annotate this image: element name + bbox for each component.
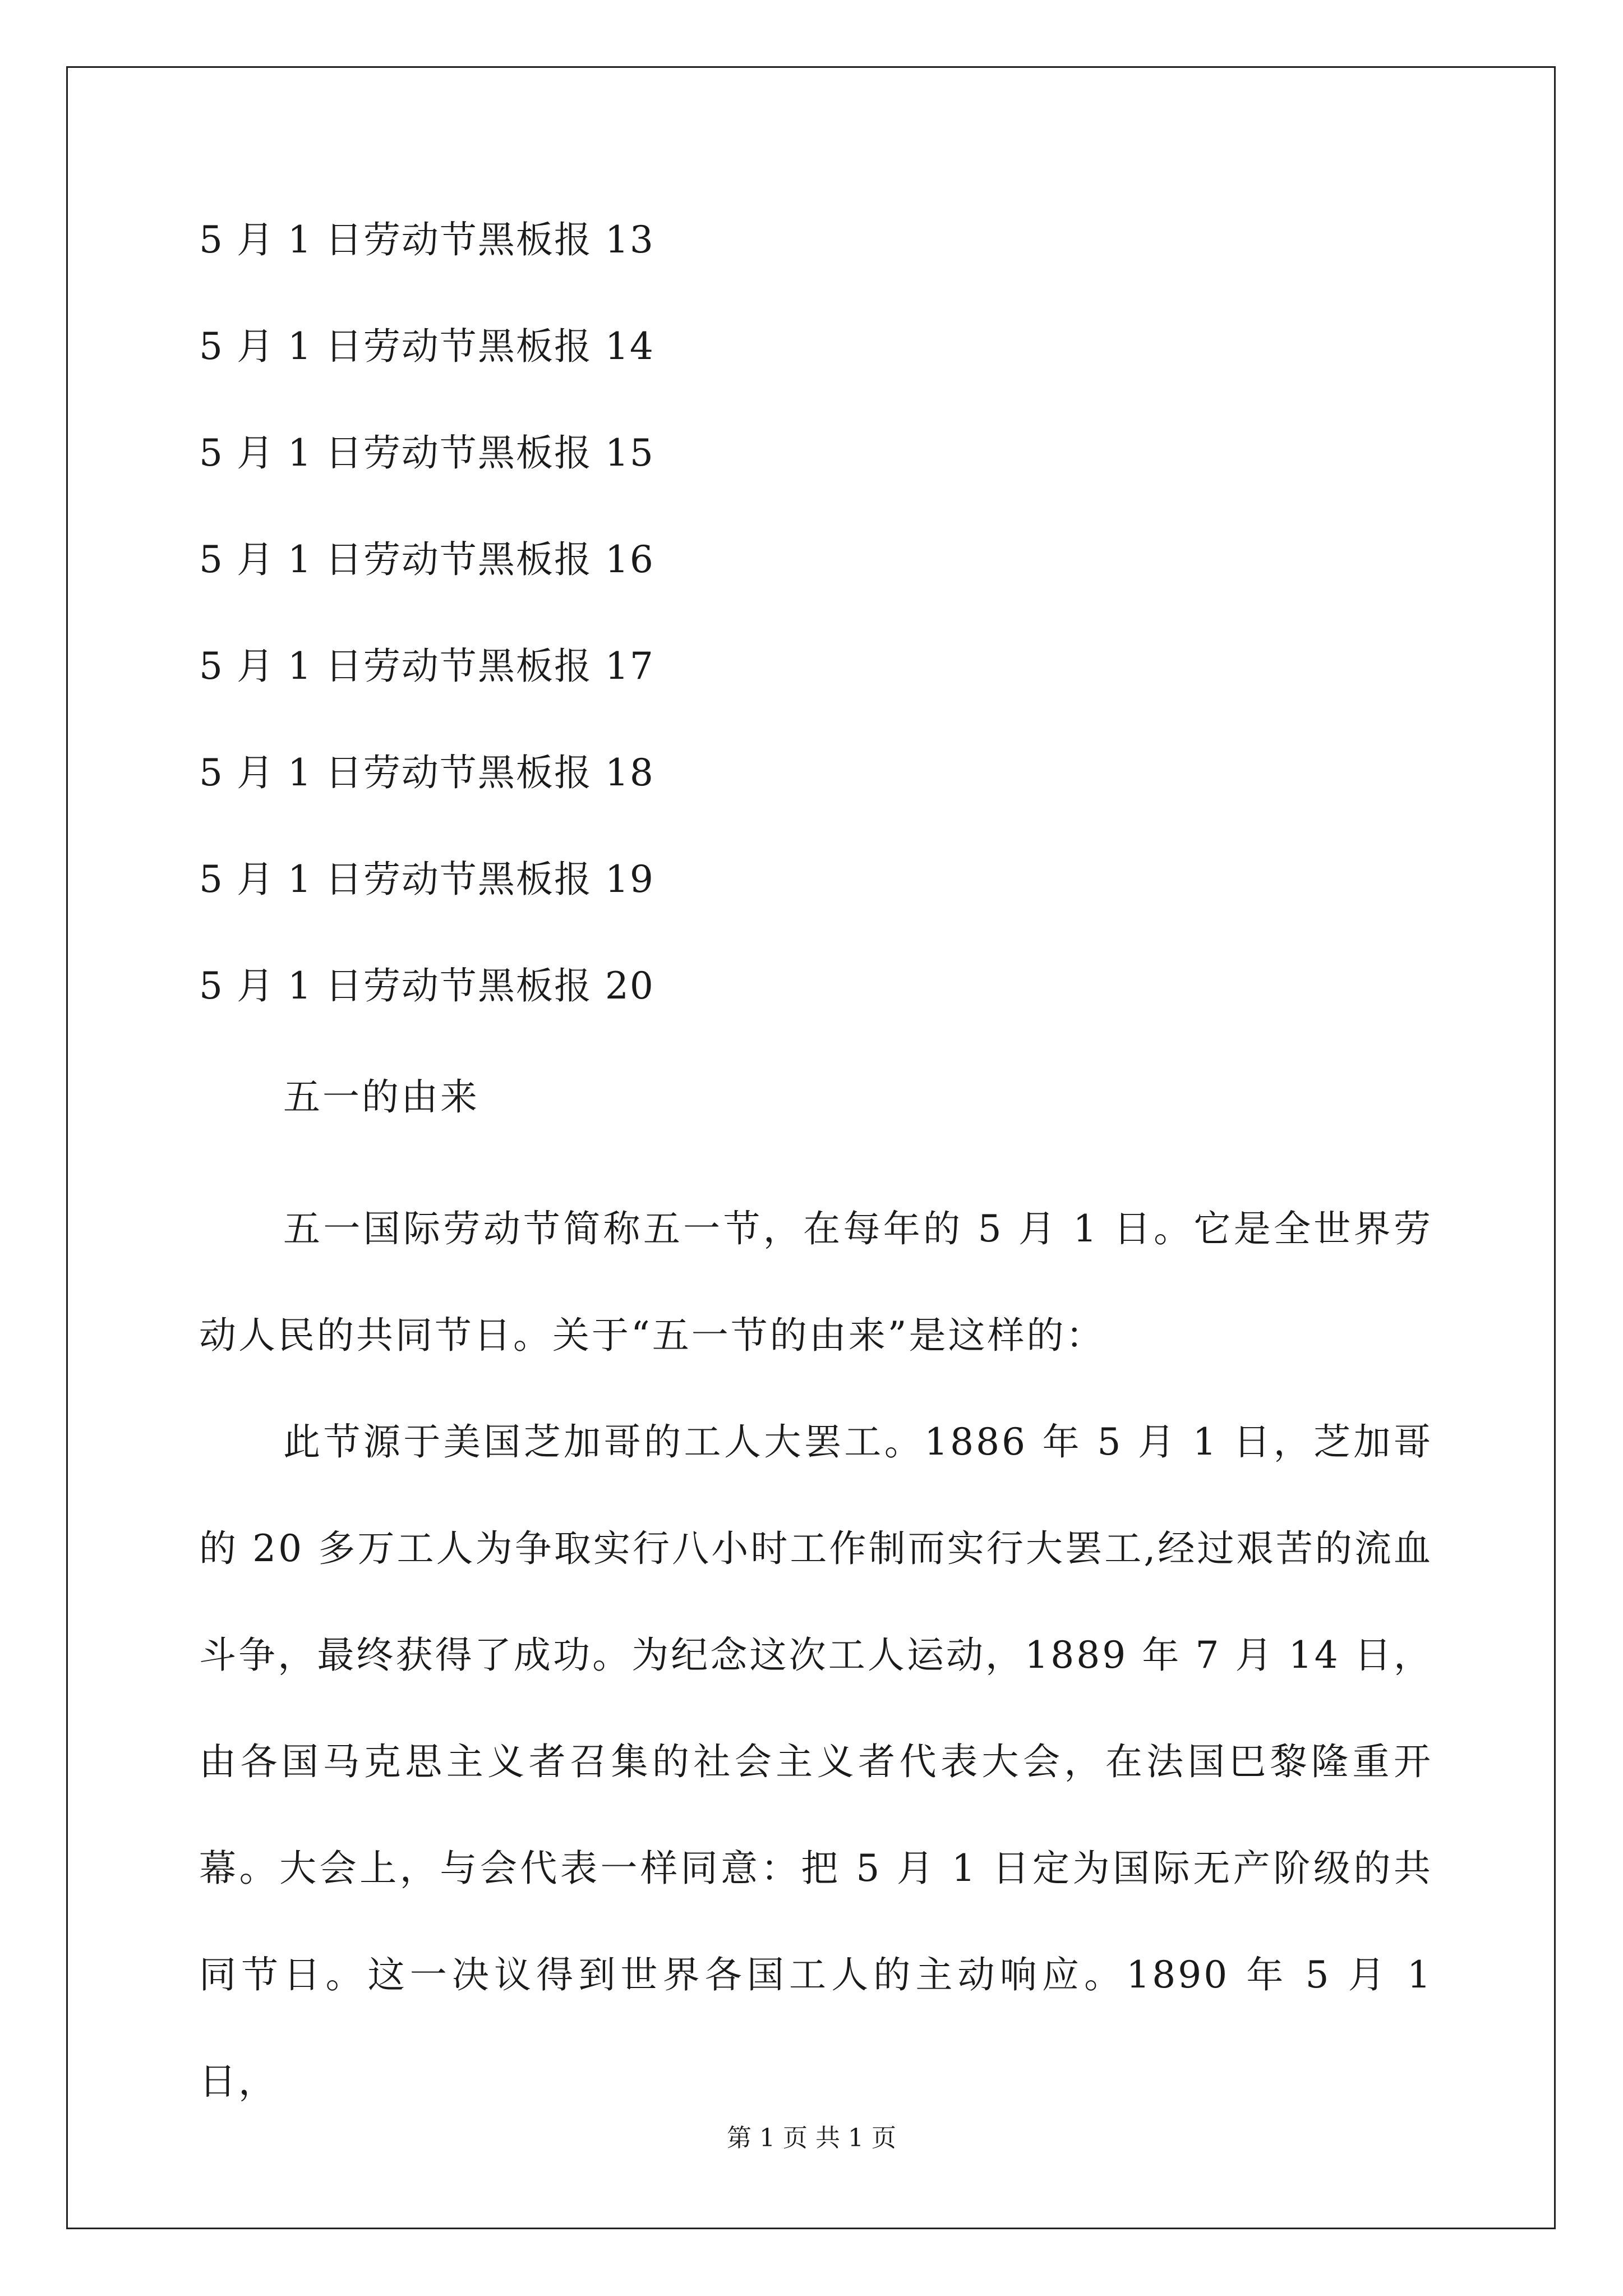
list-item: 5 月 1 日劳动节黑板报 19 — [199, 858, 654, 901]
blackboard-list — [199, 218, 1433, 1007]
list-item: 5 月 1 日劳动节黑板报 17 — [199, 645, 654, 688]
section-heading: 五一的由来 — [283, 1075, 479, 1119]
list-item: 5 月 1 日劳动节黑板报 20 — [199, 964, 654, 1007]
list-item: 5 月 1 日劳动节黑板报 18 — [199, 751, 654, 794]
page-number-footer: 第 1 页 共 1 页 — [727, 2124, 896, 2152]
paragraph-intro: 五一国际劳动节简称五一节，在每年的 5 月 1 日。它是全世界劳动人民的共同节日。关于“五一节的由来”是这样的： — [199, 1207, 1433, 1357]
list-item: 5 月 1 日劳动节黑板报 13 — [199, 218, 654, 261]
list-item: 5 月 1 日劳动节黑板报 15 — [199, 431, 654, 475]
list-item: 5 月 1 日劳动节黑板报 14 — [199, 325, 654, 368]
paragraph-history: 此节源于美国芝加哥的工人大罢工。1886 年 5 月 1 日，芝加哥的 20 多万工人为争取实行八小时工作制而实行大罢工,经过艰苦的流血斗争，最终获得了成功。为纪念这次工人运动，1889 年 7 月 14 日，由各国马克思主义者召集的社会主义者代表大会，在法国巴黎隆重开幕。大会上，与会代表一样同意：把 5 月 1 日定为国际无产阶级的共同节日。这一决议得到世界各国工人的主动响应。1890 年 5 月 1 日， — [199, 1420, 1433, 2103]
list-item: 5 月 1 日劳动节黑板报 16 — [199, 538, 654, 581]
